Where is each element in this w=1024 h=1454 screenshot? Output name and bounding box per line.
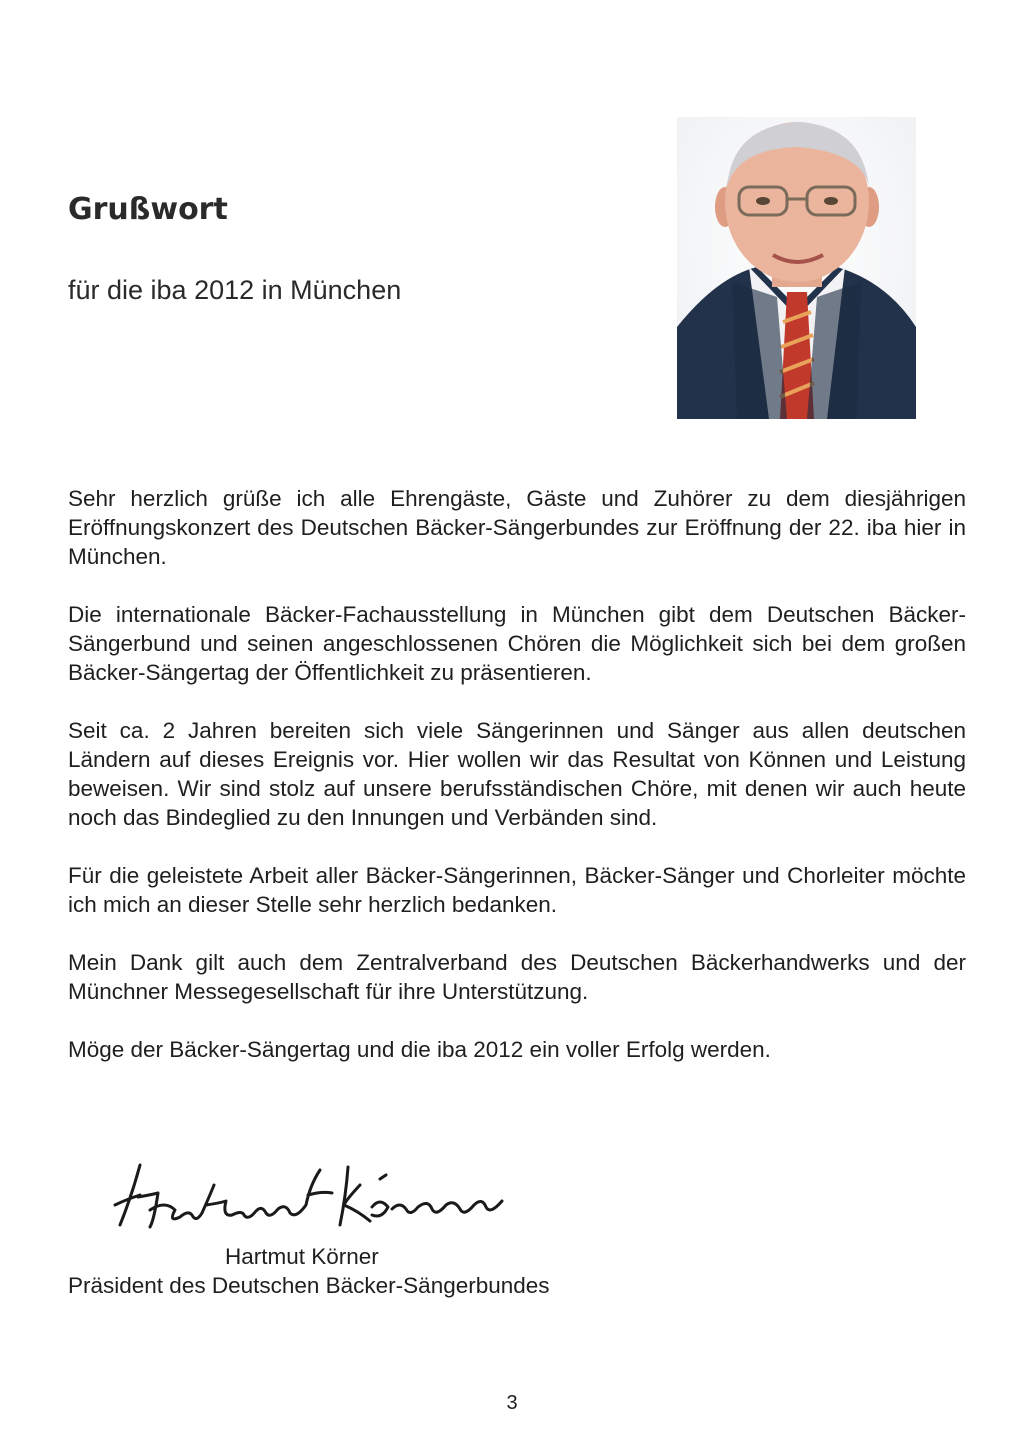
signatory-role: Präsident des Deutschen Bäcker-Sängerbundes <box>68 1273 550 1298</box>
paragraph: Für die geleistete Arbeit aller Bäcker-Sängerinnen, Bäcker-Sänger und Chorleiter möchte ich mich an dieser Stelle sehr herzlich bedanken. <box>68 863 966 917</box>
paragraph: Sehr herzlich grüße ich alle Ehrengäste, Gäste und Zuhörer zu dem diesjährigen Eröffnungskonzert des Deutschen Bäcker-Sängerbundes zur Eröffnung der 22. iba hier in München. <box>68 486 966 569</box>
page-subtitle: für die iba 2012 in München <box>68 275 402 305</box>
paragraph: Seit ca. 2 Jahren bereiten sich viele Sängerinnen und Sänger aus allen deutschen Ländern auf dieses Ereignis vor. Hier wollen wir das Resultat von Können und Leistung beweisen. Wir sind stolz auf unsere berufsständischen Chöre, mit denen wir auch heute noch das Bindeglied zu den Innungen und Verbänden sind. <box>68 718 966 830</box>
page-title: Grußwort <box>68 192 228 227</box>
portrait-photo <box>677 117 916 419</box>
page-number: 3 <box>506 1392 518 1414</box>
paragraph: Möge der Bäcker-Sängertag und die iba 2012 ein voller Erfolg werden. <box>68 1037 771 1062</box>
signatory-name: Hartmut Körner <box>225 1244 379 1269</box>
letter-body <box>68 484 966 1093</box>
paragraph: Die internationale Bäcker-Fachausstellung in München gibt dem Deutschen Bäcker-Sängerbund und seinen angeschlossenen Chören die Möglichkeit sich bei dem großen Bäcker-Sängertag der Öffentlichkeit zu präsentieren. <box>68 602 966 685</box>
handwritten-signature <box>110 1155 530 1235</box>
paragraph: Mein Dank gilt auch dem Zentralverband des Deutschen Bäckerhandwerks und der Münchner Messegesellschaft für ihre Unterstützung. <box>68 950 966 1004</box>
